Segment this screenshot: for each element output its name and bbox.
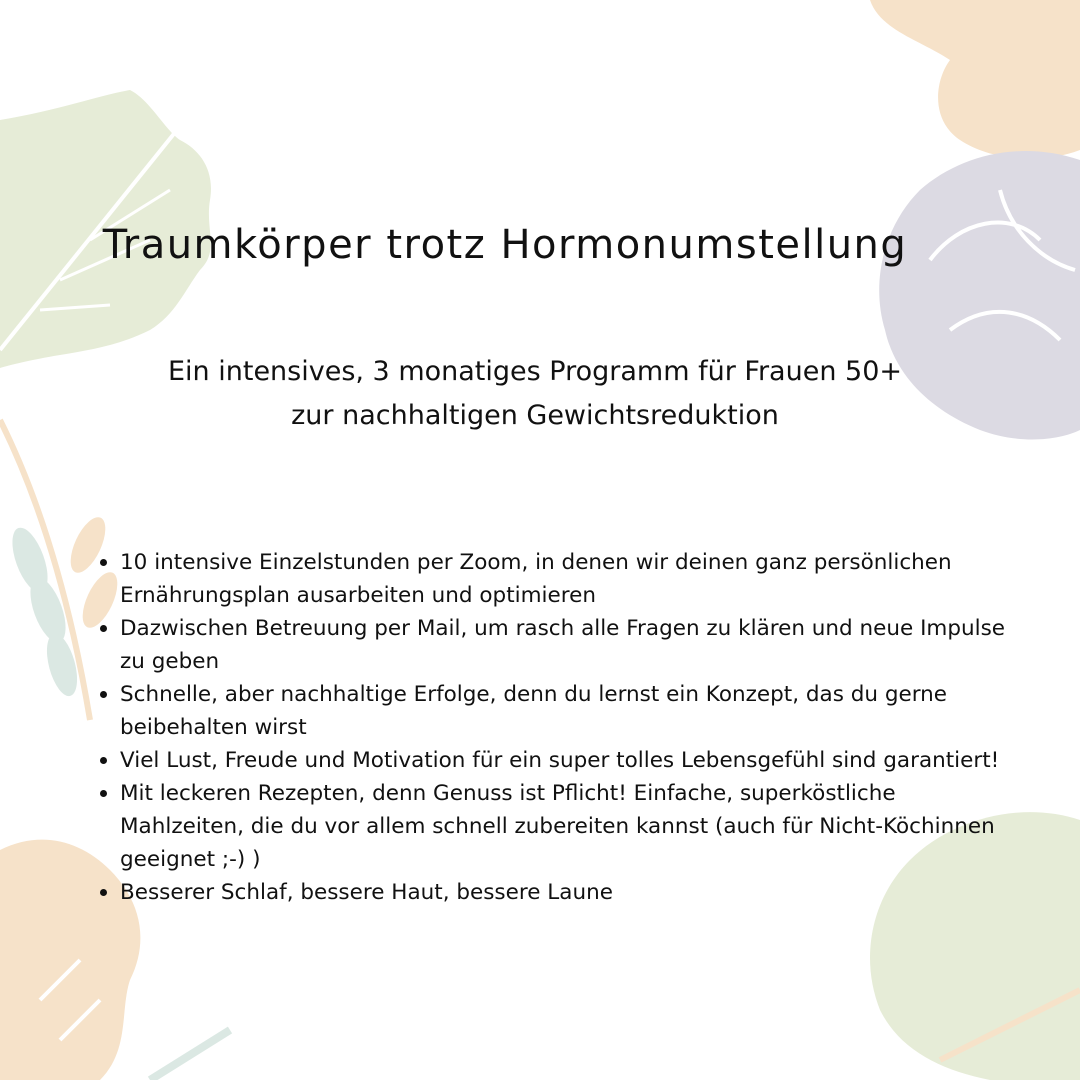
list-item-text: Schnelle, aber nachhaltige Erfolge, denn du lernst ein Konzept, das du gerne beibehalten wirst bbox=[120, 682, 948, 740]
subtitle-line-1: Ein intensives, 3 monatiges Programm für Frauen 50+ bbox=[167, 356, 902, 387]
list-item bbox=[96, 678, 1016, 744]
list-item-text: Viel Lust, Freude und Motivation für ein super tolles Lebensgefühl sind garantiert! bbox=[120, 748, 1000, 773]
page-title: Traumkörper trotz Hormonumstellung bbox=[102, 222, 908, 268]
subtitle-line-2: zur nachhaltigen Gewichtsreduktion bbox=[291, 400, 779, 431]
bullet-icon bbox=[100, 757, 107, 764]
list-item bbox=[96, 612, 1016, 678]
list-item-text: 10 intensive Einzelstunden per Zoom, in denen wir deinen ganz persönlichen Ernährungsplan ausarbeiten und optimieren bbox=[120, 550, 952, 608]
carrot-illustration bbox=[150, 1030, 230, 1080]
bullet-icon bbox=[100, 625, 107, 632]
peach-illustration bbox=[870, 0, 1080, 159]
bullet-icon bbox=[100, 691, 107, 698]
list-item bbox=[96, 876, 1016, 909]
list-item bbox=[96, 546, 1016, 612]
list-item-text: Dazwischen Betreuung per Mail, um rasch alle Fragen zu klären und neue Impulse zu geben bbox=[120, 616, 1006, 674]
bullet-icon bbox=[100, 790, 107, 797]
list-item bbox=[96, 744, 1016, 777]
program-subtitle bbox=[60, 350, 1010, 438]
bullet-icon bbox=[100, 889, 107, 896]
list-item bbox=[96, 777, 1016, 876]
bullet-icon bbox=[100, 559, 107, 566]
list-item-text: Besserer Schlaf, bessere Haut, bessere Laune bbox=[120, 880, 613, 905]
feature-list bbox=[96, 546, 1016, 909]
list-item-text: Mit leckeren Rezepten, denn Genuss ist Pflicht! Einfache, superköstliche Mahlzeiten, die du vor allem schnell zubereiten kannst (auch für Nicht-Köchinnen geeignet ;-) ) bbox=[120, 781, 995, 872]
